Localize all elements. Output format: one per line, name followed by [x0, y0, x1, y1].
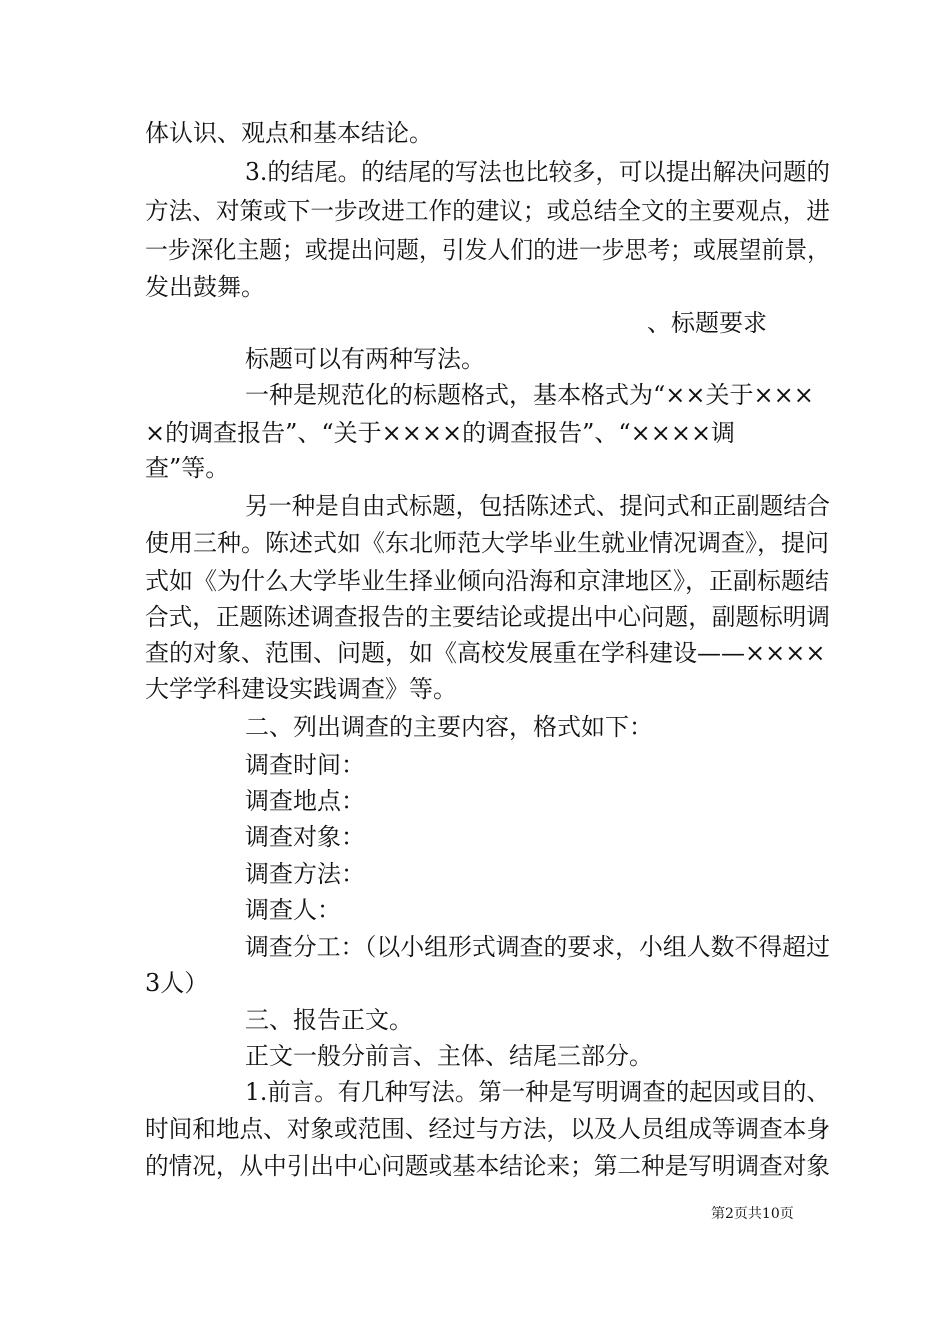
text-line: 另一种是自由式标题，包括陈述式、提问式和正副题结合 [245, 492, 830, 520]
text-line: 1.前言。有几种写法。第一种是写明调查的起因或目的、 [245, 1078, 830, 1106]
form-field-label: 调查时间： [245, 751, 365, 779]
text-line: 查的对象、范围、问题，如《高校发展重在学科建设——×××× [145, 639, 826, 667]
form-field-label: 调查对象： [245, 823, 365, 851]
form-field-label: 调查方法： [245, 860, 365, 888]
text-line: 标题可以有两种写法。 [245, 345, 485, 373]
form-field-label: 调查人： [245, 896, 341, 924]
text-line: 大学学科建设实践调查》等。 [145, 675, 457, 703]
text-line: 一步深化主题；或提出问题，引发人们的进一步思考；或展望前景， [145, 236, 831, 264]
text-line: 正文一般分前言、主体、结尾三部分。 [245, 1042, 653, 1070]
form-field-label: 调查地点： [245, 787, 365, 815]
text-line: 时间和地点、对象或范围、经过与方法，以及人员组成等调查本身 [145, 1115, 831, 1143]
text-line: 合式，正题陈述调查报告的主要结论或提出中心问题，副题标明调 [145, 603, 831, 631]
text-line: 一种是规范化的标题格式，基本格式为“××关于××× [245, 381, 814, 409]
text-line: 3.的结尾。的结尾的写法也比较多，可以提出解决问题的 [245, 158, 830, 186]
text-line: 查”等。 [145, 454, 230, 482]
section-heading: 三、报告正文。 [245, 1006, 413, 1034]
text-line: 式如《为什么大学毕业生择业倾向沿海和京津地区》，正副标题结 [145, 567, 829, 595]
text-line: 3人） [145, 969, 209, 997]
text-line: 使用三种。陈述式如《东北师范大学毕业生就业情况调查》，提问 [145, 529, 829, 557]
text-line: 体认识、观点和基本结论。 [145, 119, 433, 147]
text-line: 的情况，从中引出中心问题或基本结论来；第二种是写明调查对象 [145, 1152, 831, 1180]
form-field-label: 调查分工：（以小组形式调查的要求，小组人数不得超过 [245, 933, 831, 961]
page-number: 第2页共10页 [711, 1206, 794, 1222]
text-line: ×的调查报告”、“关于××××的调查报告”、“××××调 [145, 419, 736, 447]
text-line: 发出鼓舞。 [145, 273, 265, 301]
section-heading: 二、列出调查的主要内容，格式如下： [245, 713, 653, 741]
text-line: 方法、对策或下一步改进工作的建议；或总结全文的主要观点，进 [145, 197, 831, 225]
section-heading: 、标题要求 [647, 309, 767, 337]
